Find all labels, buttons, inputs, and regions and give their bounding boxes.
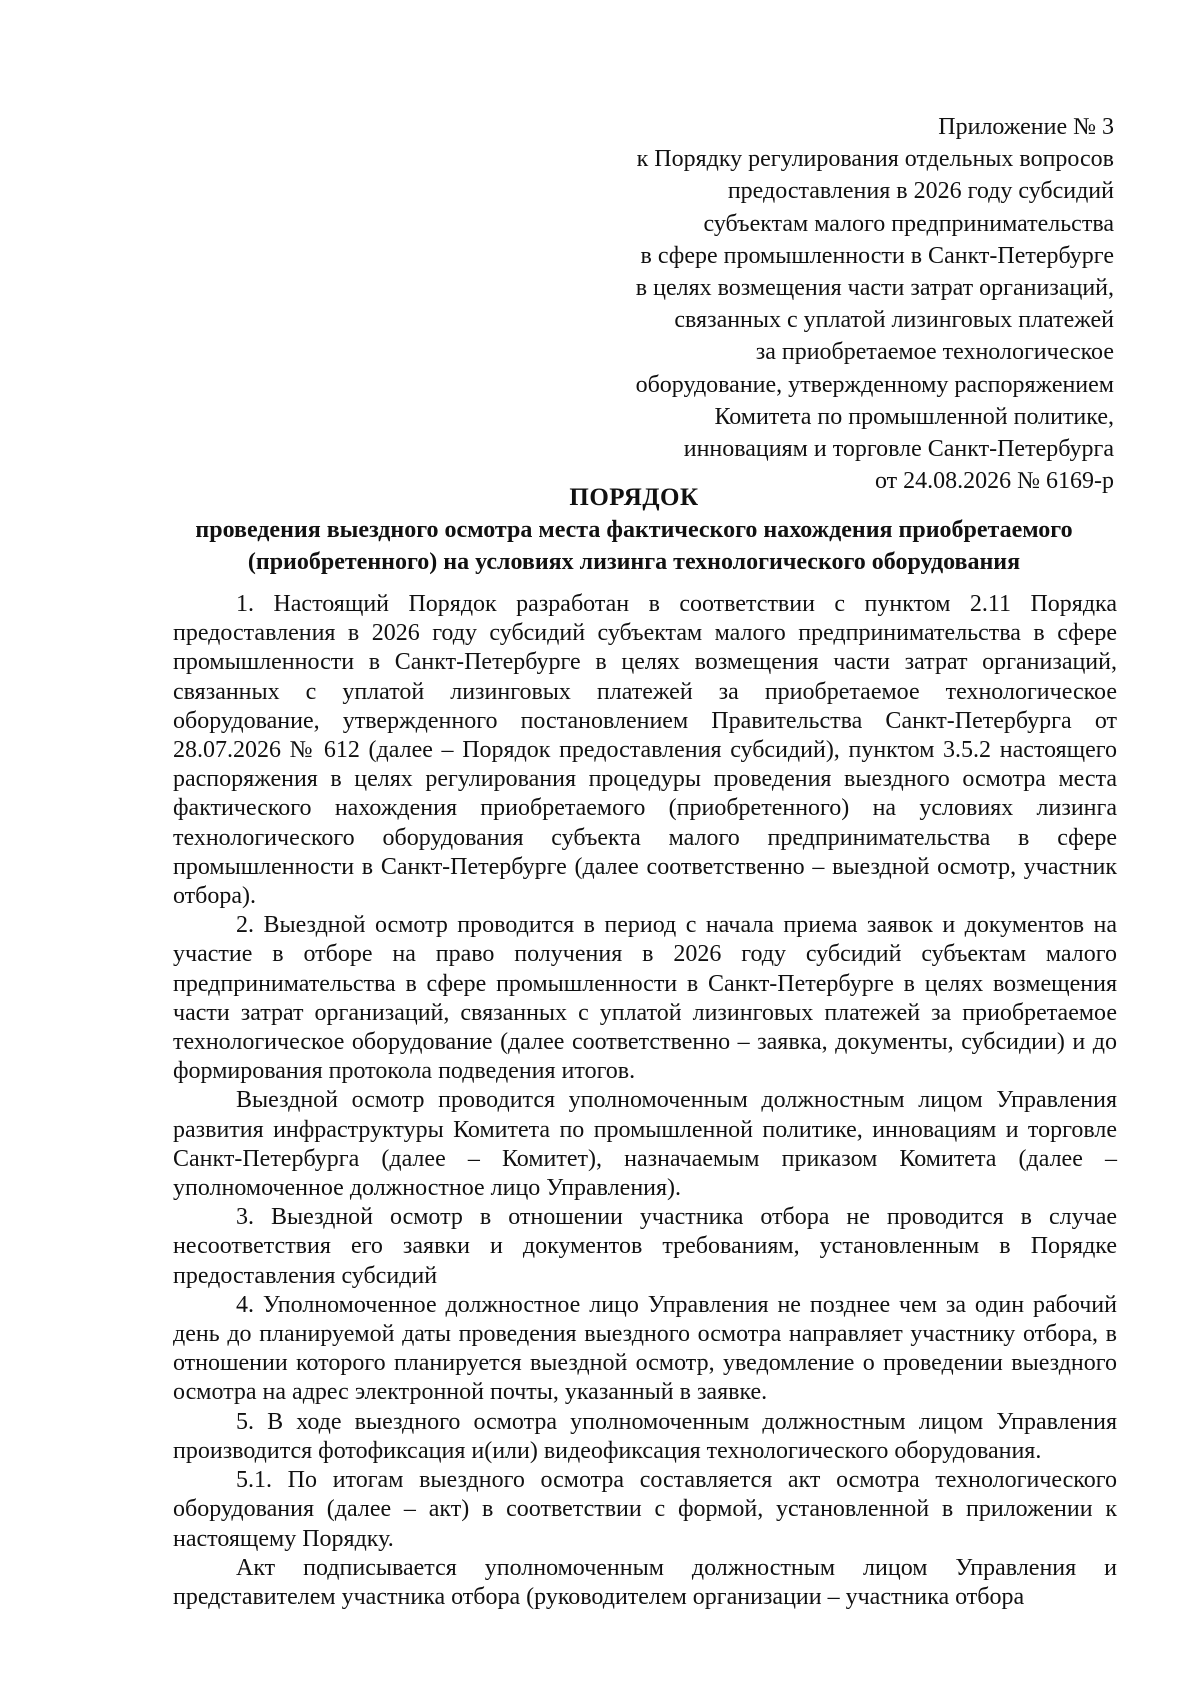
appendix-line: за приобретаемое технологическое — [755, 339, 1114, 366]
paragraph-1: 1. Настоящий Порядок разработан в соответствии с пунктом 2.11 Порядка предоставления в 2026 году субсидий субъектам малого предпринимательства в сфере промышленности в Санкт-Петербурге в целях возмещения части затрат организаций, связанных с уплатой лизинговых платежей за приобретаемое технологическое оборудование, утвержденного постановлением Правительства Санкт-Петербурга от 28.07.2026 № 612 (далее – Порядок предоставления субсидий), пунктом 3.5.2 настоящего распоряжения в целях регулирования процедуры проведения выездного осмотра места фактического нахождения приобретаемого (приобретенного) на условиях лизинга технологического оборудования субъекта малого предпринимательства в сфере промышленности в Санкт-Петербурге (далее соответственно – выездной осмотр, участник отбора). — [173, 591, 1117, 910]
document-title — [155, 482, 1113, 578]
appendix-line: в целях возмещения части затрат организаций, — [635, 275, 1114, 302]
appendix-line: от 24.08.2026 № 6169-р — [874, 468, 1114, 495]
paragraph-5-1-continued: Акт подписывается уполномоченным должностным лицом Управления и представителем участника отбора (руководителем организации – участника отбора — [173, 1554, 1117, 1610]
appendix-line: инновациям и торговле Санкт-Петербурга — [683, 436, 1114, 463]
appendix-line: Приложение № 3 — [938, 114, 1114, 140]
paragraph-2-continued: Выездной осмотр проводится уполномоченным должностным лицом Управления развития инфраструктуры Комитета по промышленной политике, инновациям и торговле Санкт-Петербурга (далее – Комитет), назначаемым приказом Комитета (далее – уполномоченное должностное лицо Управления). — [173, 1087, 1117, 1202]
title-subtitle-line: проведения выездного осмотра места фактического нахождения приобретаемого — [195, 517, 1073, 543]
appendix-line: субъектам малого предпринимательства — [703, 210, 1114, 237]
appendix-line: оборудование, утвержденному распоряжением — [635, 371, 1114, 398]
title-subtitle-line: (приобретенного) на условиях лизинга технологического оборудования — [247, 549, 1021, 575]
paragraph-3: 3. Выездной осмотр в отношении участника отбора не проводится в случае несоответствия его заявки и документов требованиям, установленным в Порядке предоставления субсидий — [173, 1204, 1117, 1289]
appendix-line: предоставления в 2026 году субсидий — [727, 178, 1114, 205]
paragraph-4: 4. Уполномоченное должностное лицо Управления не позднее чем за один рабочий день до планируемой даты проведения выездного осмотра направляет участнику отбора, в отношении которого планируется выездной осмотр, уведомление о проведении выездного осмотра на адрес электронной почты, указанный в заявке. — [173, 1291, 1117, 1406]
appendix-line: к Порядку регулирования отдельных вопросов — [636, 146, 1114, 173]
paragraph-2: 2. Выездной осмотр проводится в период с начала приема заявок и документов на участие в отборе на право получения в 2026 году субсидий субъектам малого предпринимательства в сфере промышленности в Санкт-Петербурге в целях возмещения части затрат организаций, связанных с уплатой лизинговых платежей за приобретаемое технологическое оборудование (далее соответственно – заявка, документы, субсидии) и до формирования протокола подведения итогов. — [173, 912, 1117, 1085]
paragraph-5-1: 5.1. По итогам выездного осмотра составляется акт осмотра технологического оборудования (далее – акт) в соответствии с формой, установленной в приложении к настоящему Порядку. — [173, 1467, 1117, 1552]
appendix-line: в сфере промышленности в Санкт-Петербурге — [640, 242, 1114, 269]
appendix-line: связанных с уплатой лизинговых платежей — [674, 307, 1114, 334]
appendix-header — [554, 111, 1114, 497]
document-body — [173, 590, 1117, 1612]
appendix-line: Комитета по промышленной политике, — [714, 403, 1114, 430]
title-main: ПОРЯДОК — [569, 484, 699, 511]
paragraph-5: 5. В ходе выездного осмотра уполномоченным должностным лицом Управления производится фотофиксация и(или) видеофиксация технологического оборудования. — [173, 1408, 1117, 1464]
